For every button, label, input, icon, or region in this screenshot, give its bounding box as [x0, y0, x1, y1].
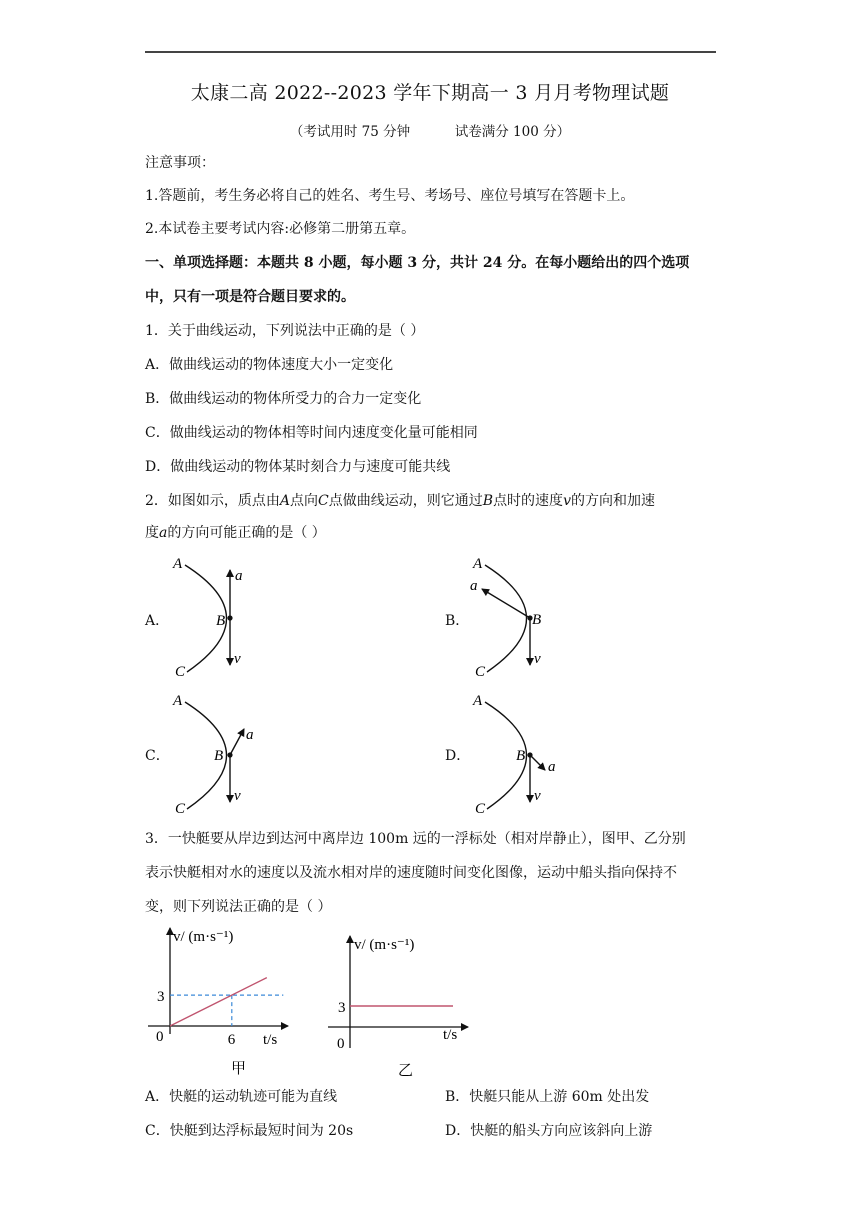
- exam-duration: （考试用时 75 分钟: [289, 124, 411, 140]
- exam-full-score: 试卷满分 100 分）: [454, 124, 571, 140]
- x-axis-label: t/s: [263, 1032, 278, 1048]
- q2-stem-point-b: B: [482, 493, 494, 509]
- x-tick-label: 6: [227, 1032, 236, 1048]
- q1-option-c: C．做曲线运动的物体相等时间内速度变化量可能相同: [145, 425, 478, 441]
- q2-diagram-b: [465, 548, 575, 683]
- q2-stem-line-2: [145, 524, 326, 542]
- q2-stem-text: 2．如图如示，质点由: [145, 493, 280, 509]
- velocity-label: v: [234, 788, 241, 804]
- section-heading-line-1: 一、单项选择题：本题共 8 小题，每小题 3 分，共计 24 分。在每小题给出的四个选项: [145, 255, 690, 271]
- q2-stem-point-a: A: [279, 493, 291, 509]
- q2-label-c: C．: [145, 748, 170, 764]
- notes-item-1: 1.答题前，考生务必将自己的姓名、考生号、考场号、座位号填写在答题卡上。: [145, 188, 635, 204]
- q3-stem-line-3: 变，则下列说法正确的是（ ）: [145, 899, 332, 915]
- graph-yi: [320, 930, 480, 1080]
- acceleration-arrow: [230, 729, 244, 755]
- point-c-label: C: [175, 664, 186, 680]
- y-tick-label: 3: [157, 989, 165, 1006]
- exam-subtitle: [0, 120, 860, 140]
- acceleration-label: a: [246, 727, 254, 743]
- q2-label-b: B．: [445, 613, 470, 629]
- header-rule: [145, 51, 716, 53]
- velocity-label: v: [534, 651, 541, 667]
- point-c-label: C: [475, 664, 486, 680]
- point-c-label: C: [475, 801, 486, 817]
- acceleration-label: a: [235, 568, 243, 584]
- q3-option-c: C．快艇到达浮标最短时间为 20s: [145, 1123, 354, 1139]
- origin-label: 0: [337, 1036, 345, 1052]
- trajectory-curve: [485, 565, 527, 672]
- velocity-label: v: [534, 788, 541, 804]
- graph-caption: 乙: [398, 1063, 414, 1079]
- point-b-label: B: [516, 748, 526, 764]
- y-tick-label: 3: [338, 1000, 346, 1016]
- point-b-label: B: [214, 748, 224, 764]
- q1-stem: 1．关于曲线运动，下列说法中正确的是（ ）: [145, 323, 425, 339]
- q2-stem-text: 的方向可能正确的是（ ）: [167, 525, 326, 541]
- point-a-label: A: [173, 556, 183, 572]
- exam-title: 太康二高 2022--2023 学年下期高一 3 月月考物理试题: [190, 82, 670, 104]
- point-a-label: A: [173, 693, 183, 709]
- acceleration-arrow: [530, 755, 545, 770]
- point-b-label: B: [216, 613, 226, 629]
- q1-option-d: D．做曲线运动的物体某时刻合力与速度可能共线: [145, 459, 451, 475]
- notes-heading: 注意事项：: [145, 155, 215, 171]
- q2-diagram-d: [465, 685, 575, 820]
- q2-stem-line-1: [145, 492, 655, 510]
- q2-diagram-c: [165, 685, 275, 820]
- series-line: [170, 978, 267, 1026]
- q3-option-d: D．快艇的船头方向应该斜向上游: [445, 1123, 653, 1139]
- acceleration-label: a: [548, 759, 556, 775]
- point-a-label: A: [473, 556, 483, 572]
- q1-option-b: B．做曲线运动的物体所受力的合力一定变化: [145, 391, 422, 407]
- point-b-label: B: [532, 612, 542, 628]
- x-axis-label: t/s: [443, 1027, 458, 1043]
- q3-option-a: A．快艇的运动轨迹可能为直线: [145, 1089, 338, 1105]
- q2-diagram-a: [165, 548, 275, 683]
- q2-label-d: D．: [445, 748, 471, 764]
- q3-option-b: B．快艇只能从上游 60m 处出发: [445, 1089, 650, 1105]
- y-axis-label: v/ (m·s⁻¹): [173, 929, 234, 945]
- q2-stem-text: 的方向和加速: [570, 493, 655, 509]
- y-axis-label: v/ (m·s⁻¹): [354, 937, 415, 953]
- origin-label: 0: [156, 1029, 164, 1045]
- q1-option-a: A．做曲线运动的物体速度大小一定变化: [145, 357, 394, 373]
- velocity-label: v: [234, 651, 241, 667]
- q2-stem-point-c: C: [318, 493, 329, 509]
- q2-stem-text: 点做曲线运动，则它通过: [328, 493, 483, 509]
- q2-stem-acceleration: a: [159, 525, 168, 541]
- acceleration-label: a: [470, 578, 478, 594]
- q2-label-a: A．: [145, 613, 170, 629]
- q3-stem-line-1: 3．一快艇要从岸边到达河中离岸边 100m 远的一浮标处（相对岸静止），图甲、乙分别: [145, 831, 686, 847]
- q2-stem-velocity: v: [563, 493, 571, 509]
- graph-jia: [140, 922, 300, 1080]
- notes-item-2: 2.本试卷主要考试内容:必修第二册第五章。: [145, 221, 416, 237]
- q2-stem-text: 点向: [290, 493, 319, 509]
- section-heading-line-2: 中，只有一项是符合题目要求的。: [145, 289, 355, 305]
- graph-caption: 甲: [231, 1061, 247, 1077]
- point-c-label: C: [175, 801, 186, 817]
- point-a-label: A: [473, 693, 483, 709]
- q2-stem-text: 点时的速度: [493, 493, 564, 509]
- q2-stem-text: 度: [145, 525, 159, 541]
- q3-stem-line-2: 表示快艇相对水的速度以及流水相对岸的速度随时间变化图像，运动中船头指向保持不: [145, 865, 677, 881]
